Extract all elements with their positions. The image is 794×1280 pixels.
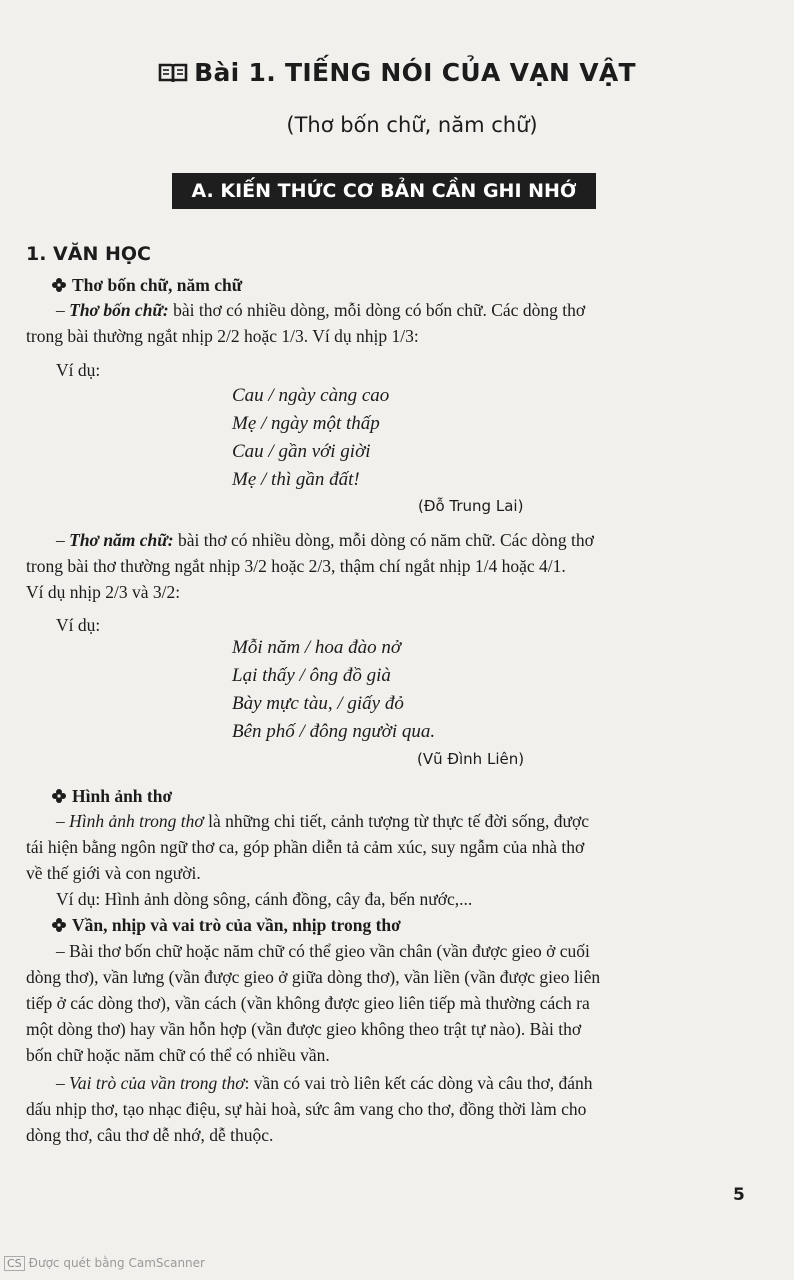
- para-van-nhip-2: – Vai trò của vần trong thơ: vần có vai trò liên kết các dòng và câu thơ, đánh dấu nhịp thơ, tạo nhạc điệu, sự hài hoà, sức âm vang cho thơ, đồng thời làm cho dòng thơ, câu thơ dễ nhớ, dễ thuộc.: [26, 1073, 593, 1145]
- section-a-heading: A. KIẾN THỨC CƠ BẢN CẦN GHI NHỚ: [172, 173, 596, 209]
- poem-vu-dinh-lien: Mỗi năm / hoa đào nở Lại thấy / ông đồ già Bày mực tàu, / giấy đỏ Bên phố / đông người qua.: [232, 637, 436, 742]
- page-subtitle: (Thơ bốn chữ, năm chữ): [286, 113, 538, 137]
- author-vu-dinh-lien: (Vũ Đình Liên): [417, 750, 525, 768]
- example-label-2: Ví dụ:: [56, 615, 101, 635]
- para-hinh-anh: – Hình ảnh trong thơ là những chi tiết, cảnh tượng từ thực tế đời sống, được tái hiện bằng ngôn ngữ thơ ca, góp phần diễn tả cảm xúc, suy ngẫm của nhà thơ về thế giới và con người.: [26, 811, 589, 883]
- poem-do-trung-lai: Cau / ngày càng cao Mẹ / ngày một thấp Cau / gần với giời Mẹ / thì gần đất!: [232, 385, 390, 490]
- camscanner-logo: CS: [4, 1256, 25, 1271]
- open-book-icon: [158, 61, 188, 90]
- para-van-nhip-1: – Bài thơ bốn chữ hoặc năm chữ có thể gieo vần chân (vần được gieo ở cuối dòng thơ), vần lưng (vần được gieo ở giữa dòng thơ), vần liền (vần được gieo liên tiếp ở các dòng thơ), vần cách (vần không được gieo liên tiếp mà thường cách ra một dòng thơ) hay vần hỗn hợp (vần được gieo không theo trật tự nào). Bài thơ bốn chữ hoặc năm chữ có thể có nhiều vần.: [26, 941, 601, 1065]
- subheading-van-nhip: Vần, nhịp và vai trò của vần, nhịp trong thơ: [52, 912, 401, 938]
- subheading-tho-bon-nam-chu: Thơ bốn chữ, năm chữ: [52, 272, 242, 298]
- camscanner-footer: CS Được quét bằng CamScanner: [4, 1256, 205, 1271]
- example-hinh-anh: Ví dụ: Hình ảnh dòng sông, cánh đồng, cây đa, bến nước,...: [56, 889, 473, 909]
- flower-bullet-icon: [52, 278, 66, 292]
- flower-bullet-icon: [52, 918, 66, 932]
- subheading-hinh-anh-tho: Hình ảnh thơ: [52, 783, 172, 809]
- example-label-1: Ví dụ:: [56, 360, 101, 380]
- heading-van-hoc: 1. VĂN HỌC: [26, 243, 151, 265]
- page-title: Bài 1. TIẾNG NÓI CỦA VẠN VẬT: [0, 58, 794, 90]
- para-tho-bon-chu: – Thơ bốn chữ: bài thơ có nhiều dòng, mỗi dòng có bốn chữ. Các dòng thơ trong bài thường ngắt nhịp 2/2 hoặc 1/3. Ví dụ nhịp 1/3:: [26, 300, 586, 346]
- para-tho-nam-chu: – Thơ năm chữ: bài thơ có nhiều dòng, mỗi dòng có năm chữ. Các dòng thơ trong bài thơ thường ngắt nhịp 3/2 hoặc 2/3, thậm chí ngắt nhịp 1/4 hoặc 4/1. Ví dụ nhịp 2/3 và 3/2:: [26, 530, 594, 602]
- page-number: 5: [733, 1185, 745, 1205]
- flower-bullet-icon: [52, 789, 66, 803]
- author-do-trung-lai: (Đỗ Trung Lai): [418, 497, 524, 515]
